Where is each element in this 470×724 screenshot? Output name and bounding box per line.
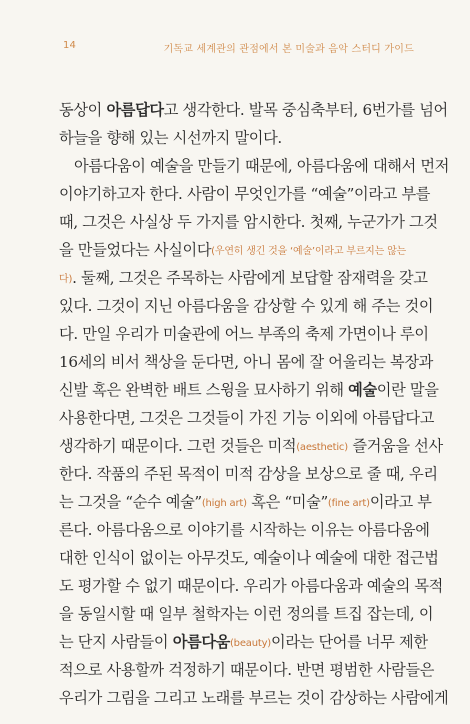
text-line: 때, 그것은 사실상 두 가지를 암시한다. 첫째, 누군가가 그것 — [59, 213, 438, 231]
parenthetical-note: (우연히 생긴 것을 ‘예술’이라고 부르지는 않는 — [211, 246, 407, 257]
text-line: 른다. 아름다움으로 이야기를 시작하는 이유는 아름다움에 — [59, 521, 430, 539]
text-line: 하늘을 향해 있는 시선까지 말이다. — [59, 129, 282, 147]
text-line: 는 단지 사람들이 아름다움(beauty)이라는 단어를 너무 제한 — [59, 633, 428, 651]
text-line: 사용한다면, 그것은 그것들이 가진 기능 이외에 아름답다고 — [59, 409, 435, 427]
text-line: 는 그것을 “순수 예술”(high art) 혹은 “미술”(fine art)이라고 부 — [59, 493, 432, 511]
text-line: 있다. 그것이 지닌 아름다움을 감상할 수 있게 해 주는 것이 — [59, 297, 434, 315]
text-line: 한다. 작품의 주된 목적이 미적 감상을 보상으로 줄 때, 우리 — [59, 465, 438, 483]
text-line: 도 평가할 수 없기 때문이다. 우리가 아름다움과 예술의 목적 — [59, 577, 444, 595]
text-line: 이야기하고자 한다. 사람이 무엇인가를 “예술”이라고 부를 — [59, 185, 431, 203]
text-line: 적으로 사용할까 걱정하기 때문이다. 반면 평범한 사람들은 — [59, 661, 435, 679]
parenthetical-note-end: 다) — [59, 274, 73, 285]
english-gloss: (beauty) — [229, 638, 271, 649]
text-line: 생각하기 때문이다. 그런 것들은 미적(aesthetic) 즐거움을 선사 — [59, 437, 443, 455]
text-line: 다. 만일 우리가 미술관에 어느 부족의 축제 가면이나 루이 — [59, 325, 429, 343]
running-header: 기독교 세계관의 관점에서 본 미술과 음악 스터디 가이드 — [163, 44, 414, 55]
english-gloss: (fine art) — [327, 498, 370, 509]
body-text — [59, 96, 450, 712]
text-line: 동상이 아름답다고 생각한다. 발목 중심축부터, 6번가를 넘어 — [59, 101, 448, 119]
text-line: 을 만들었다는 사실이다(우연히 생긴 것을 ‘예술’이라고 부르지는 않는 — [59, 241, 407, 259]
text-line: 신발 혹은 완벽한 배트 스윙을 묘사하기 위해 예술이란 말을 — [59, 381, 439, 399]
text-line: 우리가 그림을 그리고 노래를 부르는 것이 감상하는 사람에게 — [59, 689, 449, 707]
page-number: 14 — [63, 40, 77, 51]
emphasis-term: 예술 — [348, 381, 377, 399]
text-line: 다). 둘째, 그것은 주목하는 사람에게 보답할 잠재력을 갖고 — [59, 269, 428, 287]
text-line: 을 동일시할 때 일부 철학자는 이런 정의를 트집 잡는데, 이 — [59, 605, 434, 623]
english-gloss: (high art) — [201, 498, 247, 509]
english-gloss: (aesthetic) — [296, 442, 348, 453]
text-line: 16세의 비서 책상을 둔다면, 아니 몸에 잘 어울리는 복장과 — [59, 353, 433, 371]
emphasis-term: 아름다움 — [172, 633, 230, 651]
text-line: 대한 인식이 없이는 아무것도, 예술이나 예술에 대한 접근법 — [59, 549, 439, 567]
emphasis-term: 아름답다 — [106, 101, 164, 119]
paragraph-start-line: 아름다움이 예술을 만들기 때문에, 아름다움에 대해서 먼저 — [74, 157, 450, 175]
